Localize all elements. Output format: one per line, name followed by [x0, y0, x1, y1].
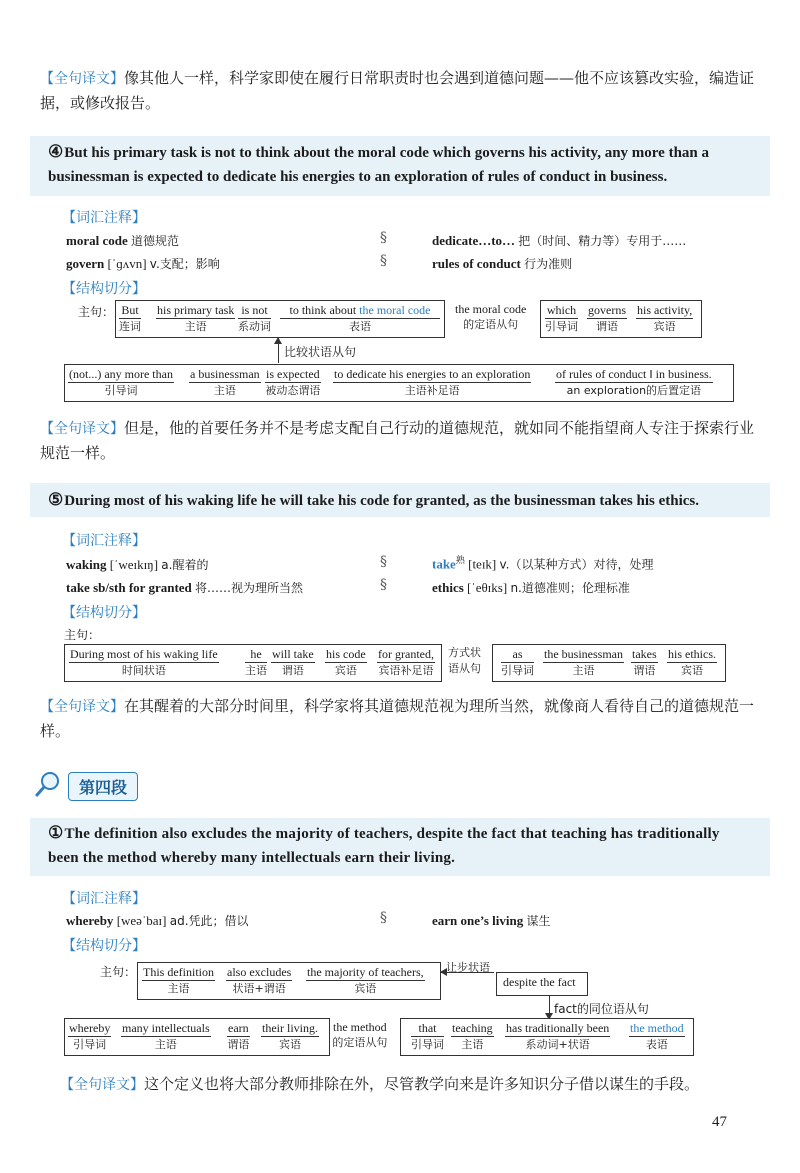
structure-label: 【结构切分】: [62, 281, 146, 297]
structure-cell: his primary task 主语: [157, 303, 235, 333]
structure-cell: as 引导词: [501, 647, 534, 677]
structure-cell: also excludes 状语+谓语: [227, 965, 292, 995]
s4-translation: [40, 416, 762, 465]
vocab-item: take sb/sth for granted 将……视为理所当然: [66, 580, 304, 595]
vocab-label: 【词汇注释】: [62, 891, 146, 907]
sentence-1: [48, 821, 738, 870]
structure-cell: his activity, 宾语: [637, 303, 693, 333]
structure-box: [492, 644, 726, 682]
structure-cell: to think about the moral code 表语: [280, 302, 440, 335]
structure-cell: whereby 引导词: [69, 1021, 111, 1051]
magnifier-icon: [34, 770, 62, 798]
relative-clause-marker: the moral code 的定语从句: [455, 302, 527, 331]
appositive-label: fact的同位语从句: [554, 1002, 649, 1016]
structure-cell: the method 表语: [630, 1021, 684, 1051]
structure-cell: the majority of teachers, 宾语: [307, 965, 424, 995]
structure-cell: for granted, 宾语补足语: [378, 647, 434, 677]
translation-label: 【全句译文】: [60, 1077, 144, 1093]
arrow-label: 比较状语从句: [284, 345, 357, 359]
structure-cell: (not...) any more than 引导词: [69, 367, 173, 397]
vocab-item: ethics [ˈeθɪks] n.道德准则；伦理标准: [432, 580, 630, 595]
structure-cell: teaching 主语: [452, 1021, 493, 1051]
sentence-number: ①: [48, 823, 64, 842]
structure-cell: This definition 主语: [143, 965, 214, 995]
structure-cell: is expected 被动态谓语: [265, 367, 321, 397]
structure-cell: a businessman 主语: [190, 367, 260, 397]
translation-label: 【全句译文】: [40, 699, 124, 715]
divider-mark: §: [380, 253, 387, 269]
vocab-label: 【词汇注释】: [62, 533, 146, 549]
divider-mark: §: [380, 554, 387, 570]
sentence-text: During most of his waking life he will take his code for granted, as the businessman takes his ethics.: [64, 493, 700, 509]
structure-cell: But 连词: [119, 303, 141, 333]
structure-cell: the businessman 主语: [544, 647, 623, 677]
structure-cell: takes 谓语: [632, 647, 657, 677]
structure-box: [64, 1018, 330, 1056]
structure-box: [540, 300, 702, 338]
structure-cell: During most of his waking life 时间状语: [70, 647, 218, 677]
p0-translation: [40, 66, 762, 115]
s5-translation: [40, 694, 762, 743]
despite-box: [496, 972, 588, 996]
sentence-text: The definition also excludes the majority of teachers, despite the fact that teaching has traditionally been the method whereby many intellectuals earn their living.: [48, 826, 720, 866]
concession-label: 让步状语: [446, 961, 490, 974]
structure-box: [400, 1018, 694, 1056]
arrow-head-icon: [274, 337, 282, 344]
adverbial-clause-marker: 方式状 语从句: [448, 646, 481, 675]
structure-box: [64, 644, 442, 682]
divider-mark: §: [380, 577, 387, 593]
relative-clause-marker: the method 的定语从句: [332, 1020, 388, 1049]
structure-cell: governs 谓语: [588, 303, 626, 333]
structure-cell: many intellectuals 主语: [122, 1021, 210, 1051]
vocab-item: dedicate…to… 把（时间、精力等）专用于……: [432, 233, 687, 248]
translation-label: 【全句译文】: [40, 421, 124, 437]
main-clause-label: 主句：: [64, 628, 101, 642]
structure-cell: earn 谓语: [227, 1021, 250, 1051]
structure-label: 【结构切分】: [62, 605, 146, 621]
main-clause-label: 主句：: [78, 305, 115, 319]
sentence-5: [48, 488, 758, 513]
structure-cell: which 引导词: [545, 303, 578, 333]
vocab-label: 【词汇注释】: [62, 210, 146, 226]
sentence-number: ⑤: [48, 490, 64, 509]
structure-cell: to dedicate his energies to an exploration 主语补足语: [334, 367, 531, 397]
main-clause-label: 主句：: [100, 965, 137, 979]
s1-translation: [60, 1072, 780, 1097]
structure-cell: his code 宾语: [326, 647, 366, 677]
structure-box: [64, 364, 734, 402]
vocab-item: take$^熟$ [teɪk] v.（以某种方式）对待，处理: [432, 555, 654, 572]
structure-cell: is not 系动词: [238, 303, 271, 333]
structure-cell: has traditionally been 系动词+状语: [506, 1021, 610, 1051]
structure-cell: he 主语: [245, 647, 267, 677]
vocab-item: waking [ˈweɪkɪŋ] a.醒着的: [66, 557, 209, 572]
translation-label: 【全句译文】: [40, 71, 124, 87]
vocab-item: moral code 道德规范: [66, 233, 179, 248]
vocab-item: rules of conduct 行为准则: [432, 256, 573, 271]
structure-box: [115, 300, 445, 338]
translation-text: 但是，他的首要任务并不是考虑支配自己行动的道德规范，就如同不能指望商人专注于探索行业规范一样。: [40, 419, 755, 462]
vocab-item: earn one’s living 谋生: [432, 913, 551, 928]
sentence-number: ④: [48, 142, 64, 161]
vocab-item: whereby [weəˈbaɪ] ad.凭此；借以: [66, 913, 249, 928]
structure-cell: will take 谓语: [272, 647, 314, 677]
structure-box: [137, 962, 441, 1000]
vocab-item: govern [ˈɡʌvn] v.支配；影响: [66, 256, 220, 271]
structure-cell: that 引导词: [411, 1021, 444, 1051]
divider-mark: §: [380, 910, 387, 926]
divider-mark: §: [380, 230, 387, 246]
translation-text: 在其醒着的大部分时间里，科学家将其道德规范视为理所当然，就像商人看待自己的道德规范一样。: [40, 697, 755, 740]
structure-label: 【结构切分】: [62, 938, 146, 954]
structure-cell: their living. 宾语: [262, 1021, 318, 1051]
structure-cell: of rules of conduct ‖ in business. an exploration的后置定语: [556, 367, 712, 397]
sentence-4: [48, 140, 738, 189]
page-number: 47: [712, 1114, 727, 1130]
sentence-text: But his primary task is not to think about the moral code which governs his activity, any more than a businessman is expected to dedicate his energies to an exploration of rules of conduct in business.: [48, 145, 710, 185]
translation-text: 像其他人一样，科学家即使在履行日常职责时也会遇到道德问题——他不应该篡改实验，编造证据，或修改报告。: [40, 69, 755, 112]
translation-text: 这个定义也将大部分教师排除在外，尽管教学向来是许多知识分子借以谋生的手段。: [144, 1075, 700, 1093]
despite-text: despite the fact: [503, 975, 576, 989]
section-title: 第四段: [68, 772, 138, 801]
structure-cell: his ethics. 宾语: [668, 647, 716, 677]
